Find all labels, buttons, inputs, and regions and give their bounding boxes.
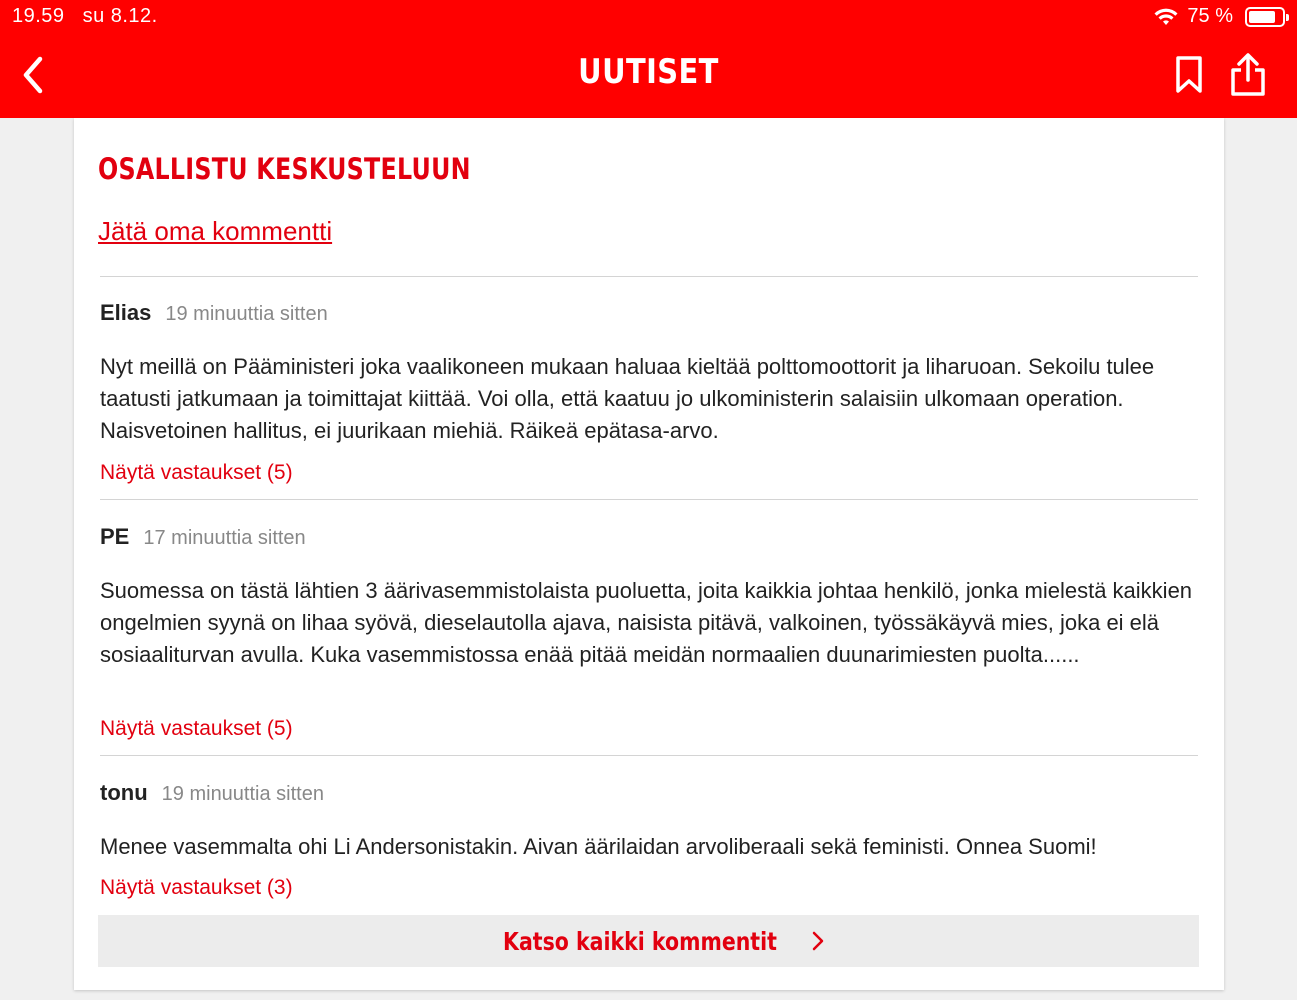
status-bar-left [12,5,158,28]
comment-time: 19 minuuttia sitten [161,783,324,805]
discussion-card [74,118,1224,990]
divider [100,499,1198,500]
comment-time: 17 minuuttia sitten [143,527,306,549]
divider [100,755,1198,756]
share-icon[interactable] [1228,52,1268,98]
status-date: su 8.12. [82,5,158,27]
status-time: 19.59 [12,5,65,27]
all-comments-button[interactable] [98,915,1199,967]
back-icon[interactable] [18,55,48,95]
discussion-title: OSALLISTU KESKUSTELUUN [98,152,471,186]
wifi-icon [1153,7,1179,27]
all-comments-label: Katso kaikki kommentit [502,926,777,956]
comment-text: Nyt meillä on Pääministeri joka vaalikoneen mukaan haluaa kieltää polttomoottorit ja liharuoan. Sekoilu tulee taatusti jatkumaan ja toimittajat kiittää. Voi olla, että kaatuu jo ulkoministerin salaisiin ulkomaan operation. Naisvetoinen hallitus, ei juurikaan miehiä. Räikeä epätasa-arvo. [100,354,1155,443]
leave-comment-link[interactable]: Jätä oma kommentti [98,216,333,246]
comment-header [100,524,306,550]
chevron-right-icon [811,930,825,952]
comment-author[interactable]: PE [100,524,130,549]
bookmark-icon[interactable] [1174,55,1204,95]
show-replies-link[interactable]: Näytä vastaukset (3) [100,876,293,899]
comment-time: 19 minuuttia sitten [165,303,328,325]
comment-header [100,300,328,326]
app-header [0,0,1297,118]
comment-author[interactable]: Elias [100,300,152,325]
show-replies-link[interactable]: Näytä vastaukset (5) [100,461,293,484]
comment-header [100,780,324,806]
show-replies-link[interactable]: Näytä vastaukset (5) [100,717,293,740]
battery-icon [1245,7,1285,27]
status-bar-right [1153,5,1285,28]
comment-text: Suomessa on tästä lähtien 3 äärivasemmistolaista puoluetta, joita kaikkia johtaa henkilö, jonka mielestä kaikkien ongelmien syynä on lihaa syövä, dieselautolla ajava, naisista pitävä, valkoinen, työssäkäyvä mies, joka ei elä sosiaaliturvan avulla. Kuka vasemmistossa enää pitää meidän normaalien duunarimiesten puolta...... [100,578,1193,667]
page-title: UUTISET [578,52,719,92]
battery-percent: 75 % [1187,5,1233,27]
comment-text: Menee vasemmalta ohi Li Andersonistakin. Aivan äärilaidan arvoliberaali sekä feministi. Onnea Suomi! [100,834,1097,859]
divider [100,276,1198,277]
comment-author[interactable]: tonu [100,780,148,805]
